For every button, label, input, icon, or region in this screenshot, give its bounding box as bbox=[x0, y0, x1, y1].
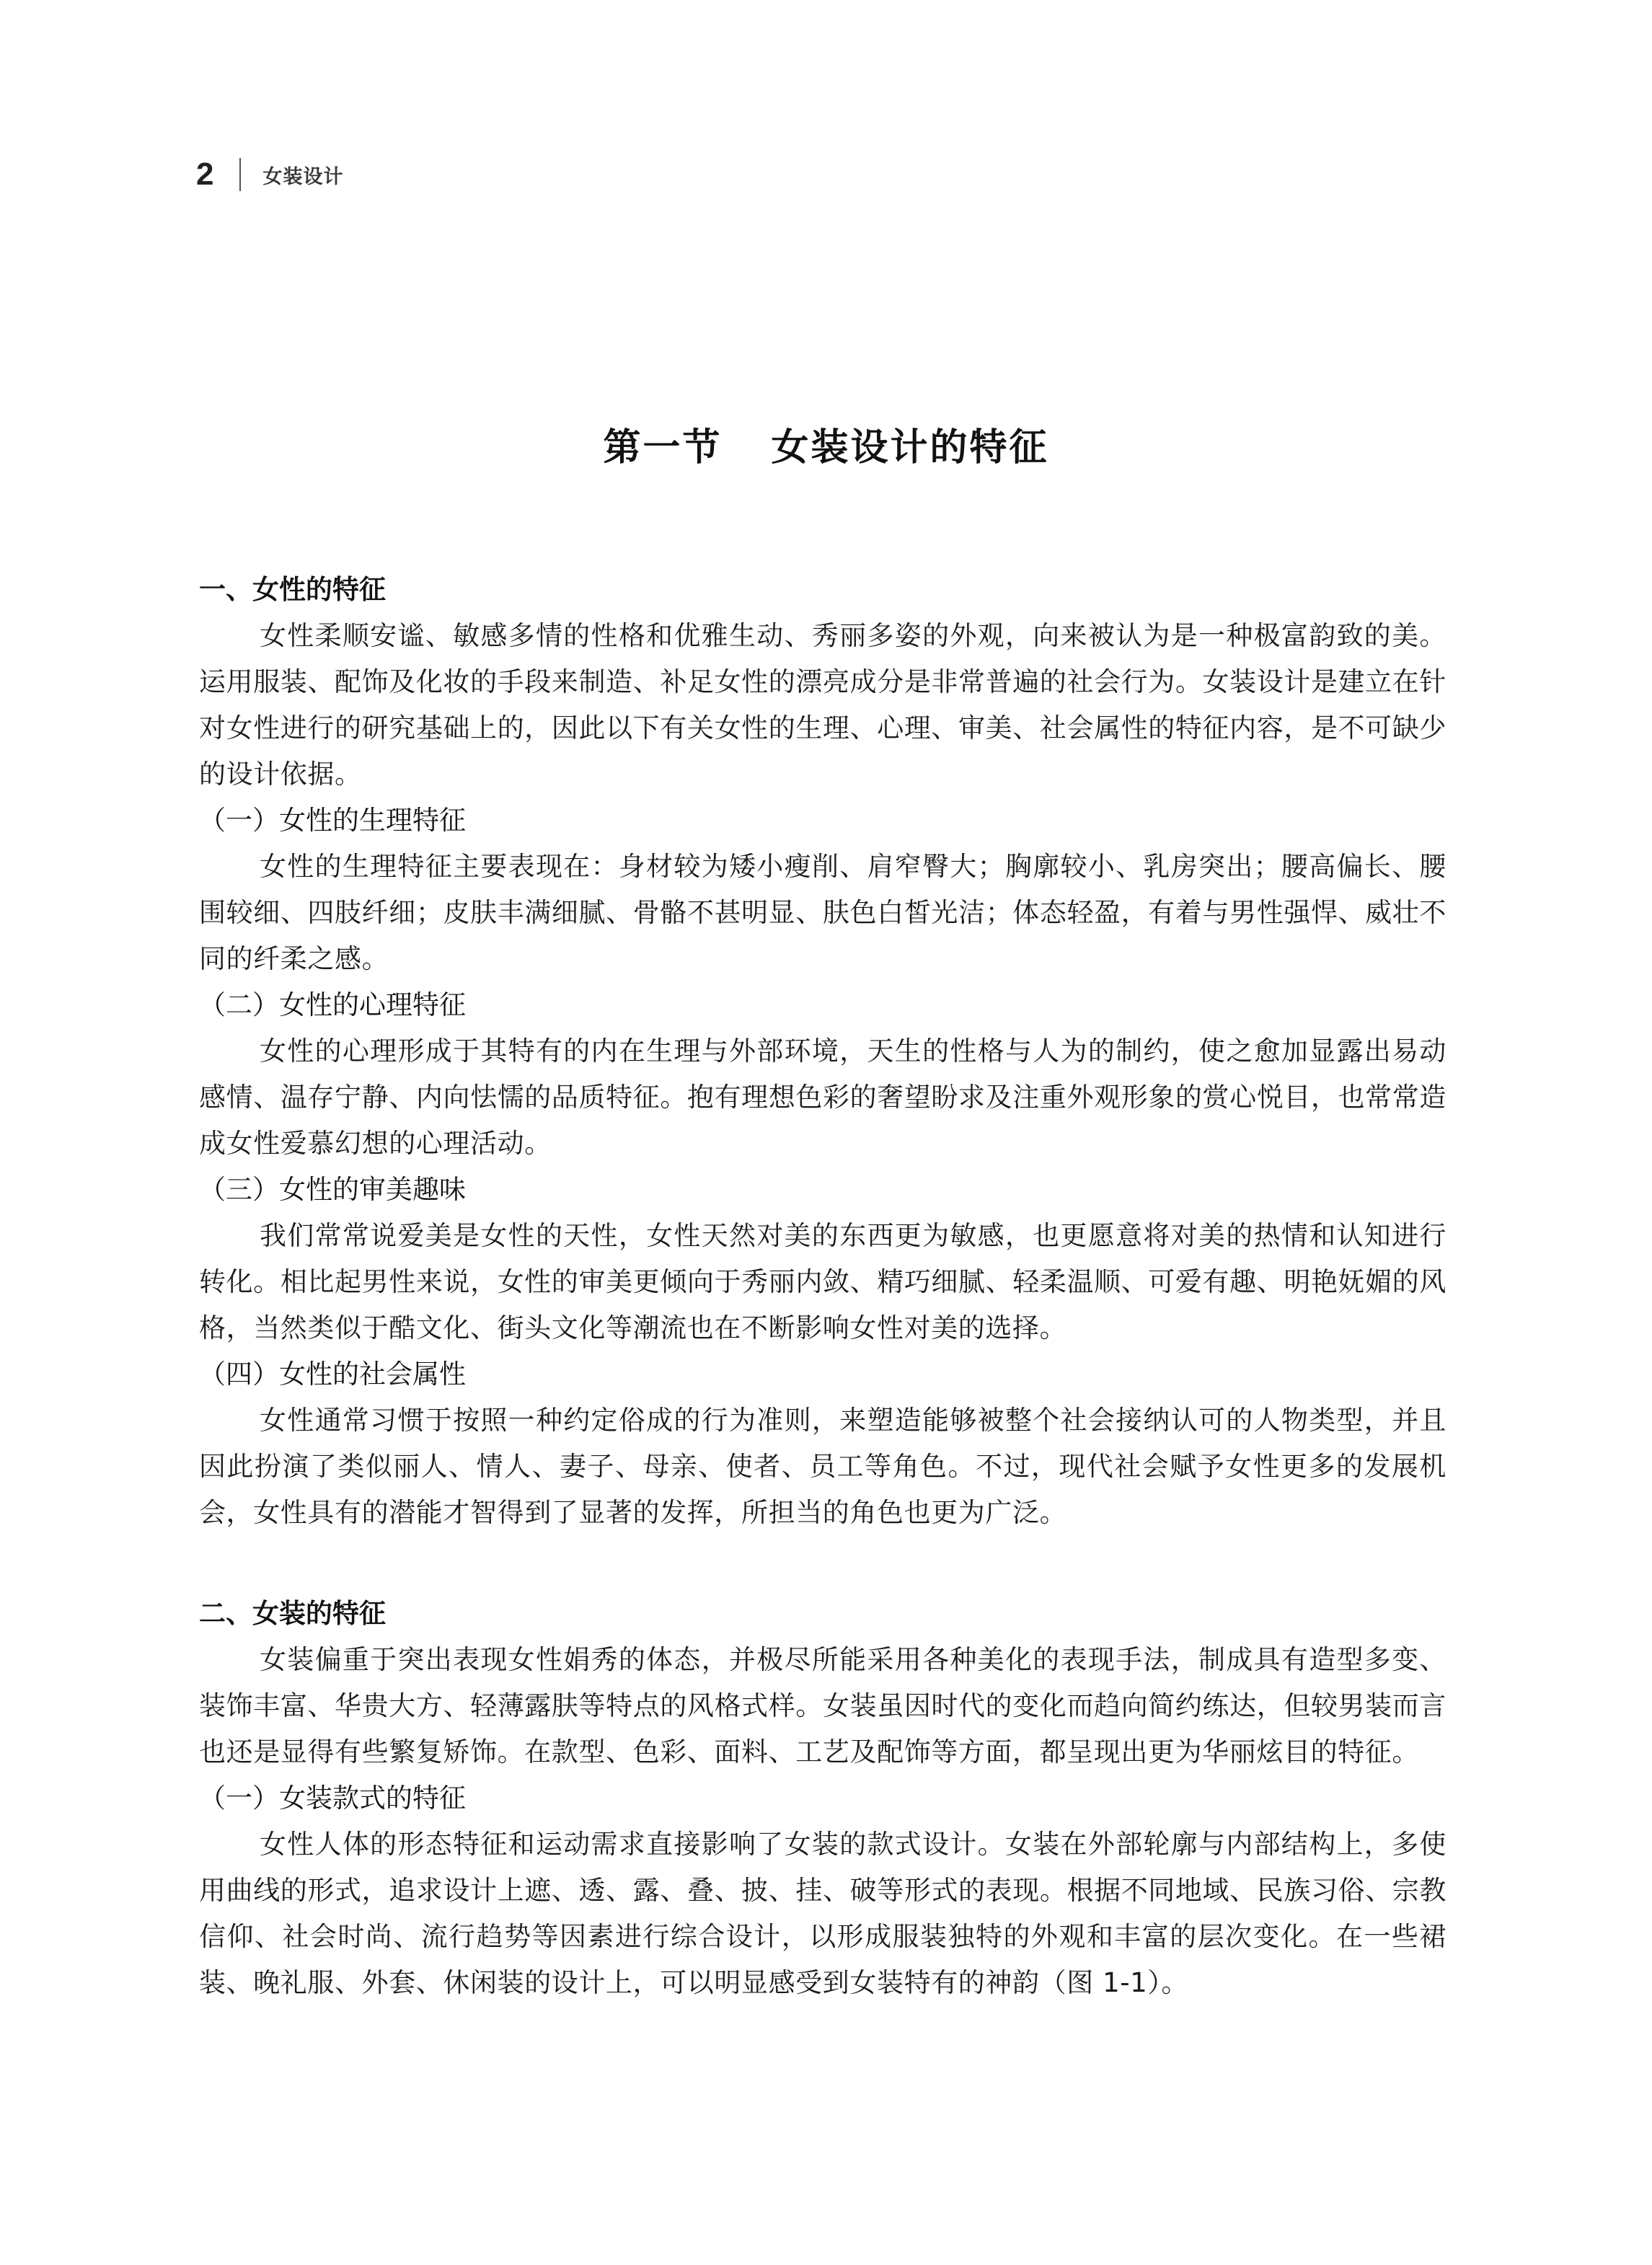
paragraph-social: 女性通常习惯于按照一种约定俗成的行为准则，来塑造能够被整个社会接纳认可的人物类型，并且因此扮演了类似丽人、情人、妻子、母亲、使者、员工等角色。不过，现代社会赋予女性更多的发展机会，女性具有的潜能才智得到了显著的发挥，所担当的角色也更为广泛。 bbox=[199, 1405, 1446, 1528]
subheading-style: （一）女装款式的特征 bbox=[199, 1783, 466, 1814]
heading-womenswear-characteristics: 二、女装的特征 bbox=[199, 1598, 386, 1629]
section-title-text: 女装设计的特征 bbox=[771, 426, 1049, 469]
header-divider bbox=[239, 158, 241, 191]
paragraph-psychological: 女性的心理形成于其特有的内在生理与外部环境，天生的性格与人为的制约，使之愈加显露出易动感情、温存宁静、内向怯懦的品质特征。抱有理想色彩的奢望盼求及注重外观形象的赏心悦目，也常常造成女性爱慕幻想的心理活动。 bbox=[199, 1036, 1446, 1159]
paragraph-female-intro: 女性柔顺安谧、敏感多情的性格和优雅生动、秀丽多姿的外观，向来被认为是一种极富韵致的美。运用服装、配饰及化妆的手段来制造、补足女性的漂亮成分是非常普遍的社会行为。女装设计是建立在针对女性进行的研究基础上的，因此以下有关女性的生理、心理、审美、社会属性的特征内容，是不可缺少的设计依据。 bbox=[199, 620, 1446, 790]
section-gap bbox=[199, 1536, 1446, 1591]
subheading-aesthetic: （三）女性的审美趣味 bbox=[199, 1174, 466, 1205]
body-content bbox=[199, 567, 1446, 2006]
subheading-social: （四）女性的社会属性 bbox=[199, 1359, 466, 1390]
paragraph-aesthetic: 我们常常说爱美是女性的天性，女性天然对美的东西更为敏感，也更愿意将对美的热情和认知进行转化。相比起男性来说，女性的审美更倾向于秀丽内敛、精巧细腻、轻柔温顺、可爱有趣、明艳妩媚的风格，当然类似于酷文化、街头文化等潮流也在不断影响女性对美的选择。 bbox=[199, 1220, 1446, 1343]
page-number: 2 bbox=[196, 156, 214, 192]
paragraph-physiological: 女性的生理特征主要表现在：身材较为矮小瘦削、肩窄臀大；胸廓较小、乳房突出；腰高偏长、腰围较细、四肢纤细；皮肤丰满细腻、骨骼不甚明显、肤色白皙光洁；体态轻盈，有着与男性强悍、威壮不同的纤柔之感。 bbox=[199, 851, 1446, 974]
section-number: 第一节 bbox=[603, 426, 723, 469]
subheading-psychological: （二）女性的心理特征 bbox=[199, 989, 466, 1020]
paragraph-style: 女性人体的形态特征和运动需求直接影响了女装的款式设计。女装在外部轮廓与内部结构上，多使用曲线的形式，追求设计上遮、透、露、叠、披、挂、破等形式的表现。根据不同地域、民族习俗、宗教信仰、社会时尚、流行趋势等因素进行综合设计，以形成服装独特的外观和丰富的层次变化。在一些裙装、晚礼服、外套、休闲装的设计上，可以明显感受到女装特有的神韵（图 1-1）。 bbox=[199, 1829, 1446, 1998]
running-head bbox=[196, 153, 343, 196]
heading-female-characteristics: 一、女性的特征 bbox=[199, 574, 386, 605]
section-title bbox=[0, 417, 1652, 471]
paragraph-womenswear-intro: 女装偏重于突出表现女性娟秀的体态，并极尽所能采用各种美化的表现手法，制成具有造型多变、装饰丰富、华贵大方、轻薄露肤等特点的风格式样。女装虽因时代的变化而趋向简约练达，但较男装而言也还是显得有些繁复矫饰。在款型、色彩、面料、工艺及配饰等方面，都呈现出更为华丽炫目的特征。 bbox=[199, 1644, 1446, 1767]
subheading-physiological: （一）女性的生理特征 bbox=[199, 805, 466, 836]
running-title: 女装设计 bbox=[262, 165, 344, 188]
